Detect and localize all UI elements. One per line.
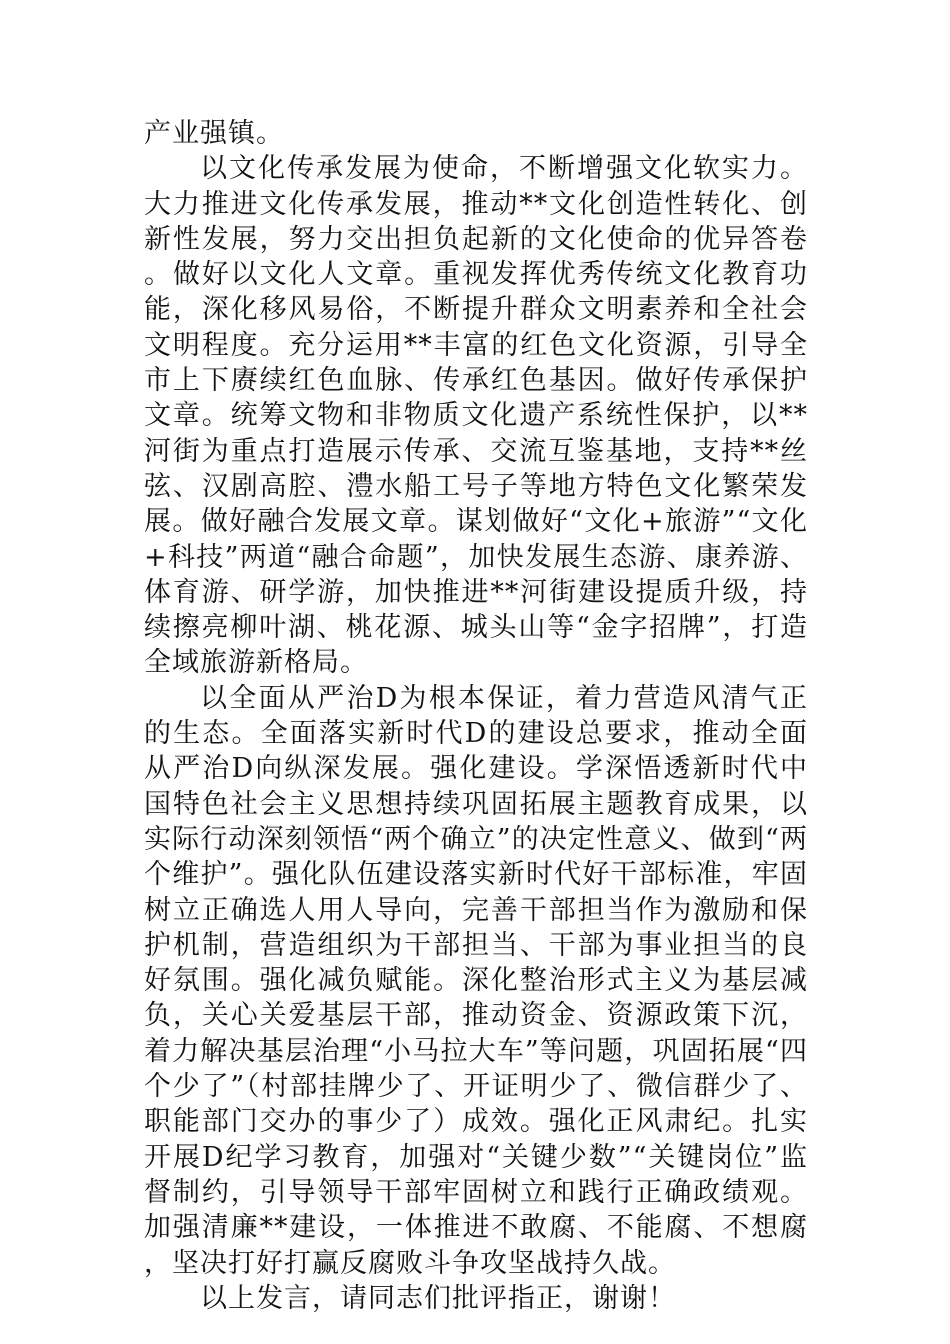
document-page	[144, 116, 808, 1316]
paragraph-governance: 以全面从严治D为根本保证，着力营造风清气正的生态。全面落实新时代D的建设总要求，推动全面从严治D向纵深发展。强化建设。学深悟透新时代中国特色社会主义思想持续巩固拓展主题教育成果，以实际行动深刻领悟“两个确立”的决定性意义、做到“两个维护”。强化队伍建设落实新时代好干部标准，牢固树立正确选人用人导向，完善干部担当作为激励和保护机制，营造组织为干部担当、干部为事业担当的良好氛围。强化减负赋能。深化整治形式主义为基层减负，关心关爱基层干部，推动资金、资源政策下沉，着力解决基层治理“小马拉大车”等问题，巩固拓展“四个少了”（村部挂牌少了、开证明少了、微信群少了、职能部门交办的事少了）成效。强化正风肃纪。扎实开展D纪学习教育，加强对“关键少数”“关键岗位”监督制约，引导领导干部牢固树立和践行正确政绩观。加强清廉**建设，一体推进不敢腐、不能腐、不想腐，坚决打好打赢反腐败斗争攻坚战持久战。	[144, 682, 808, 1279]
paragraph-closing: 以上发言，请同志们批评指正，谢谢！	[200, 1282, 676, 1314]
paragraph-continuation: 产业强镇。	[144, 118, 284, 149]
paragraph-culture: 以文化传承发展为使命，不断增强文化软实力。大力推进文化传承发展，推动**文化创造性转化、创新性发展，努力交出担负起新的文化使命的优异答卷。做好以文化人文章。重视发挥优秀传统文化教育功能，深化移风易俗，不断提升群众文明素养和全社会文明程度。充分运用**丰富的红色文化资源，引导全市上下赓续红色血脉、传承红色基因。做好传承保护文章。统筹文物和非物质文化遗产系统性保护，以**河街为重点打造展示传承、交流互鉴基地，支持**丝弦、汉剧高腔、澧水船工号子等地方特色文化繁荣发展。做好融合发展文章。谋划做好“文化+旅游”“文化+科技”两道“融合命题”，加快发展生态游、康养游、体育游、研学游，加快推进**河街建设提质升级，持续擦亮柳叶湖、桃花源、城头山等“金字招牌”，打造全域旅游新格局。	[144, 153, 808, 679]
